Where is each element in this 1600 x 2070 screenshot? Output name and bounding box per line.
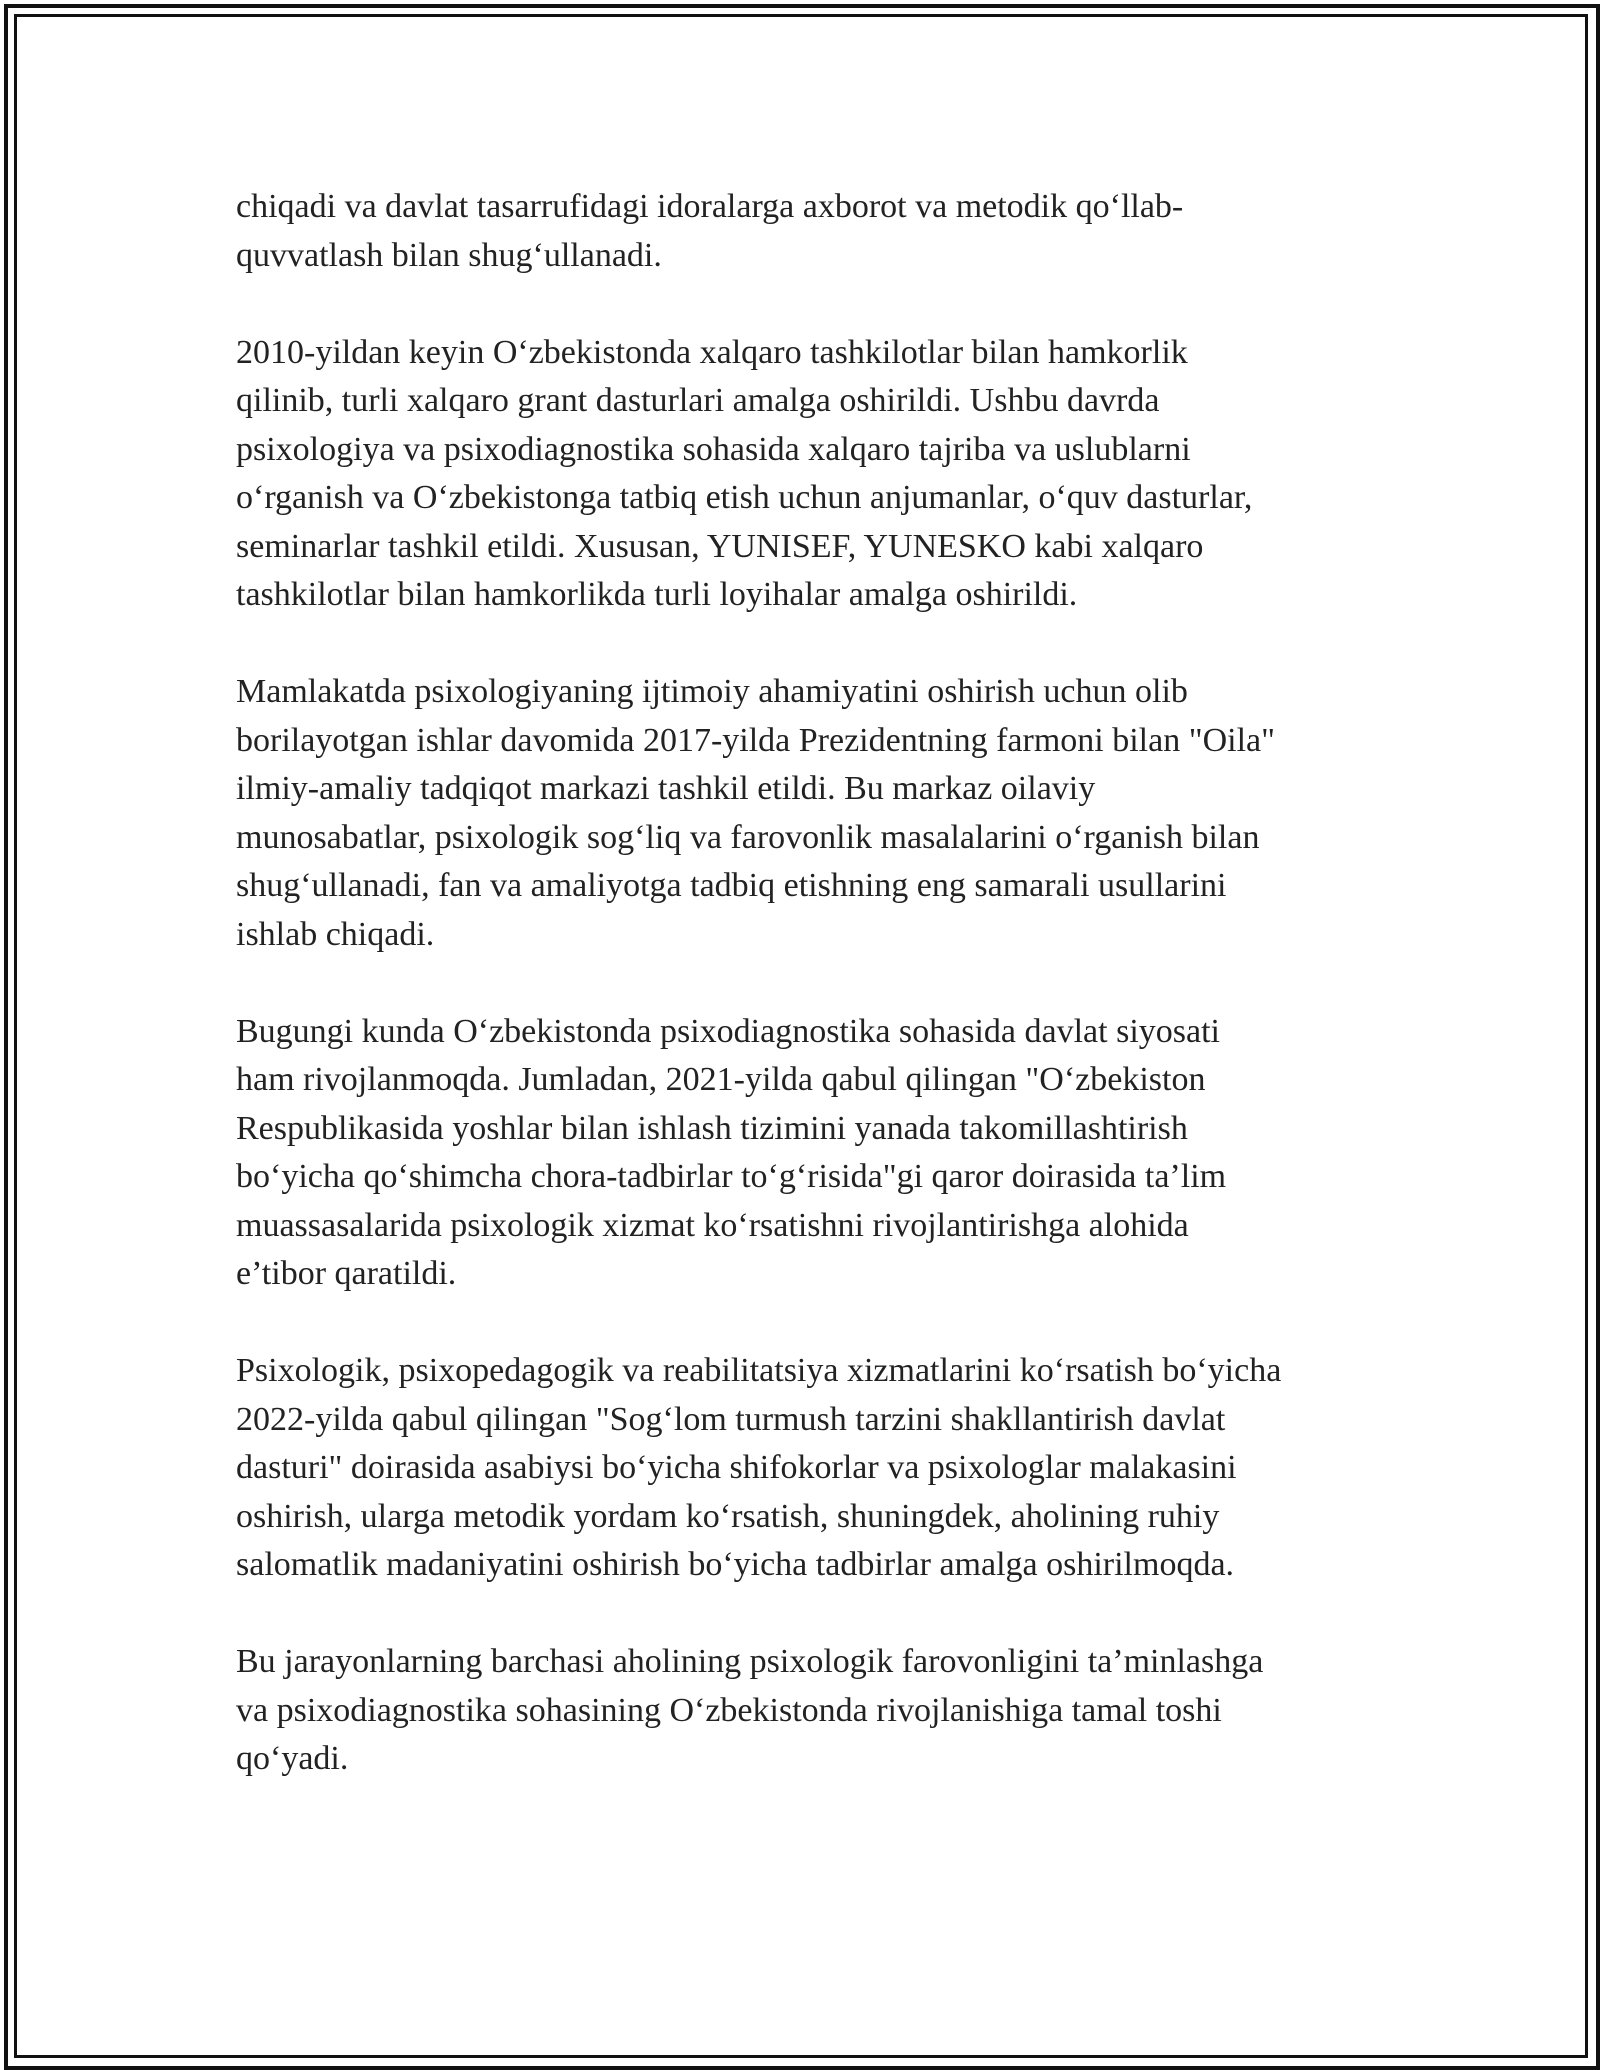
text-line: shug‘ullanadi, fan va amaliyotga tadbiq etishning eng samarali usullarini — [236, 867, 1227, 904]
paragraph — [236, 183, 1376, 280]
text-line: ishlab chiqadi. — [236, 915, 435, 953]
text-line: va psixodiagnostika sohasining O‘zbekistonda rivojlanishiga tamal toshi — [236, 1691, 1222, 1729]
text-line: e’tibor qaratildi. — [236, 1255, 457, 1292]
text-line: Bu jarayonlarning barchasi aholining psixologik farovonligini ta’minlashga — [236, 1643, 1264, 1680]
text-line: o‘rganish va O‘zbekistonga tatbiq etish uchun anjumanlar, o‘quv dasturlar, — [236, 479, 1253, 516]
text-line: quvvatlash bilan shug‘ullanadi. — [236, 236, 662, 274]
text-line: muassasalarida psixologik xizmat ko‘rsatishni rivojlantirishga alohida — [236, 1206, 1189, 1244]
text-line: Bugungi kunda O‘zbekistonda psixodiagnostika sohasida davlat siyosati — [236, 1012, 1220, 1050]
text-line: qo‘yadi. — [236, 1740, 349, 1777]
document-body — [236, 183, 1376, 1832]
paragraph — [236, 329, 1376, 620]
text-line: salomatlik madaniyatini oshirish bo‘yicha tadbirlar amalga oshirilmoqda. — [236, 1546, 1235, 1583]
paragraph — [236, 1347, 1376, 1590]
text-line: Psixologik, psixopedagogik va reabilitatsiya xizmatlarini ko‘rsatish bo‘yicha — [236, 1352, 1282, 1389]
text-line: seminarlar tashkil etildi. Xususan, YUNISEF, YUNESKO kabi xalqaro — [236, 527, 1204, 565]
paragraph — [236, 1008, 1376, 1299]
text-line: tashkilotlar bilan hamkorlikda turli loyihalar amalga oshirildi. — [236, 576, 1078, 613]
text-line: Mamlakatda psixologiyaning ijtimoiy ahamiyatini oshirish uchun olib — [236, 673, 1188, 710]
paragraph — [236, 1638, 1376, 1784]
text-line: ham rivojlanmoqda. Jumladan, 2021-yilda qabul qilingan "O‘zbekiston — [236, 1061, 1206, 1098]
text-line: dasturi" doirasida asabiysi bo‘yicha shifokorlar va psixologlar malakasini — [236, 1449, 1237, 1486]
text-line: borilayotgan ishlar davomida 2017-yilda Prezidentning farmoni bilan "Oila" — [236, 721, 1276, 759]
text-line: 2022-yilda qabul qilingan "Sog‘lom turmush tarzini shakllantirish davlat — [236, 1400, 1226, 1438]
text-line: Respublikasida yoshlar bilan ishlash tizimini yanada takomillashtirish — [236, 1109, 1188, 1147]
text-line: 2010-yildan keyin O‘zbekistonda xalqaro tashkilotlar bilan hamkorlik — [236, 333, 1188, 371]
paragraph — [236, 668, 1376, 959]
text-line: chiqadi va davlat tasarrufidagi idoralarga axborot va metodik qo‘llab- — [236, 188, 1184, 225]
text-line: munosabatlar, psixologik sog‘liq va farovonlik masalalarini o‘rganish bilan — [236, 818, 1260, 856]
text-line: psixologiya va psixodiagnostika sohasida xalqaro tajriba va uslublarni — [236, 430, 1191, 468]
text-line: oshirish, ularga metodik yordam ko‘rsatish, shuningdek, aholining ruhiy — [236, 1497, 1220, 1535]
text-line: qilinib, turli xalqaro grant dasturlari amalga oshirildi. Ushbu davrda — [236, 382, 1160, 419]
text-line: bo‘yicha qo‘shimcha chora-tadbirlar to‘g‘risida"gi qaror doirasida ta’lim — [236, 1158, 1227, 1195]
text-line: ilmiy-amaliy tadqiqot markazi tashkil etildi. Bu markaz oilaviy — [236, 770, 1096, 807]
